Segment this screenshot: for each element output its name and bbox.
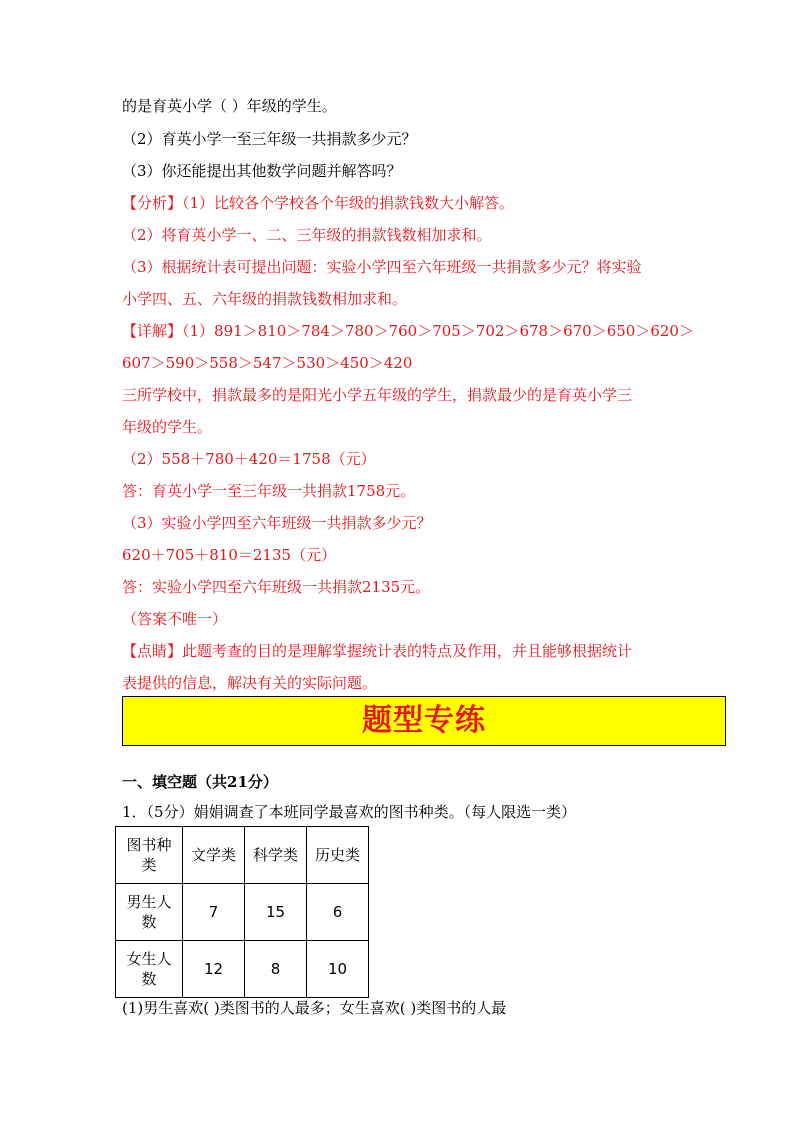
table-cell: 15 — [245, 884, 307, 941]
cell-text: 类 — [141, 856, 157, 874]
text-line: （2）育英小学一至三年级一共捐款多少元？ — [122, 130, 417, 148]
row-header — [116, 941, 183, 998]
table-row — [116, 884, 369, 941]
table-cell: 12 — [183, 941, 245, 998]
detail-line: 年级的学生。 — [122, 418, 213, 436]
text-line: 的是育英小学（ ）年级的学生。 — [122, 97, 337, 115]
table-row — [116, 941, 369, 998]
analysis-line: 【分析】（1）比较各个学校各个年级的捐款钱数大小解答。 — [122, 194, 515, 212]
text-line: （3）你还能提出其他数学问题并解答吗？ — [122, 162, 402, 180]
detail-line: 【详解】（1）891＞810＞784＞780＞760＞705＞702＞678＞670＞650＞620＞ — [122, 322, 694, 340]
cell-text: 女生人 — [126, 950, 172, 968]
detail-line: 620＋705＋810＝2135（元） — [122, 546, 337, 564]
detail-line: （3）实验小学四至六年班级一共捐款多少元？ — [122, 514, 432, 532]
table-cell: 10 — [307, 941, 369, 998]
banner-title: 题型专练 — [362, 703, 486, 738]
column-header: 历史类 — [307, 827, 369, 884]
comment-line: 表提供的信息，解决有关的实际问题。 — [122, 674, 378, 692]
table-corner-cell — [116, 827, 183, 884]
column-header: 文学类 — [183, 827, 245, 884]
cell-text: 数 — [141, 970, 157, 988]
detail-line: （2）558＋780＋420＝1758（元） — [122, 450, 376, 468]
detail-line: 三所学校中，捐款最多的是阳光小学五年级的学生，捐款最少的是育英小学三 — [122, 386, 633, 404]
column-header: 科学类 — [245, 827, 307, 884]
cell-text: 图书种 — [126, 836, 172, 854]
analysis-line: （2）将育英小学一、二、三年级的捐款钱数相加求和。 — [122, 226, 492, 244]
detail-line: 答：育英小学一至三年级一共捐款1758元。 — [122, 482, 416, 500]
cell-text: 男生人 — [126, 893, 172, 911]
analysis-line: （3）根据统计表可提出问题：实验小学四至六年班级一共捐款多少元？将实验 — [122, 258, 642, 276]
table-row — [116, 827, 369, 884]
row-header — [116, 884, 183, 941]
section-heading: 一、填空题（共21分） — [122, 773, 278, 791]
question-text: (1)男生喜欢( )类图书的人最多；女生喜欢( )类图书的人最 — [122, 999, 507, 1017]
detail-line: 607＞590＞558＞547＞530＞450＞420 — [122, 354, 413, 372]
detail-line: （答案不唯一） — [122, 610, 228, 628]
book-preference-table — [115, 826, 369, 998]
table-cell: 6 — [307, 884, 369, 941]
table-cell: 7 — [183, 884, 245, 941]
analysis-line: 小学四、五、六年级的捐款钱数相加求和。 — [122, 290, 408, 308]
question-text: 1．（5分）娟娟调查了本班同学最喜欢的图书种类。（每人限选一类） — [122, 803, 577, 821]
table-cell: 8 — [245, 941, 307, 998]
section-banner — [122, 696, 726, 746]
detail-line: 答：实验小学四至六年班级一共捐款2135元。 — [122, 578, 431, 596]
cell-text: 数 — [141, 913, 157, 931]
comment-line: 【点睛】此题考查的目的是理解掌握统计表的特点及作用，并且能够根据统计 — [122, 642, 633, 660]
